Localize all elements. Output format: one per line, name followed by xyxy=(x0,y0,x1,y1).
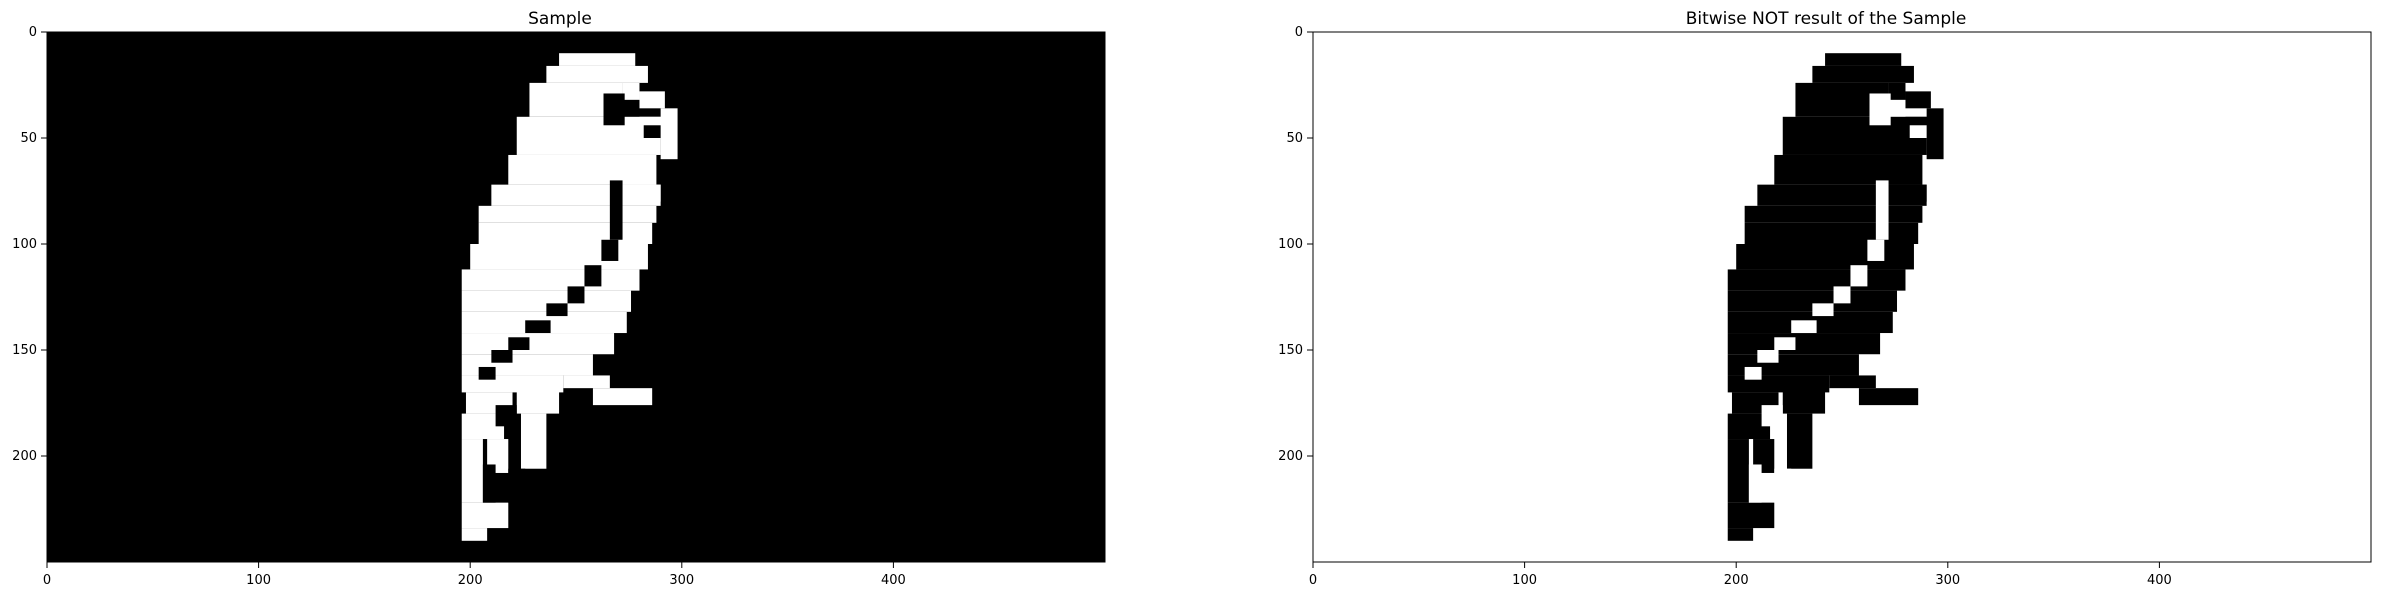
panel-sample xyxy=(12,9,1105,588)
bird-pixel-block xyxy=(1884,155,1901,172)
x-tick-label: 100 xyxy=(1512,573,1538,588)
bird-pixel-block xyxy=(618,185,660,202)
bird-pixel-hole xyxy=(508,469,525,503)
bird-pixel-block xyxy=(559,53,635,66)
bird-pixel-block xyxy=(1728,503,1775,528)
y-tick-label: 0 xyxy=(1294,25,1303,40)
bird-pixel-hole xyxy=(584,265,601,286)
bird-pixel-block xyxy=(639,91,664,108)
bird-pixel-block xyxy=(1812,66,1914,83)
x-tick-label: 400 xyxy=(2146,573,2172,588)
y-tick-label: 0 xyxy=(28,25,37,40)
y-tick-label: 50 xyxy=(20,131,37,146)
bird-pixel-hole xyxy=(1910,125,1927,138)
bird-pixel-hole xyxy=(1745,367,1762,380)
bird-pixel-block xyxy=(546,66,648,83)
bird-pixel-block xyxy=(1745,206,1923,223)
y-tick-label: 150 xyxy=(12,343,37,358)
bird-pixel-block xyxy=(1728,528,1753,541)
bird-pixel-block xyxy=(1745,223,1919,244)
bird-pixel-block xyxy=(517,388,559,413)
bird-pixel-block xyxy=(462,439,483,503)
panel-bitwise-not xyxy=(1278,9,2371,588)
y-tick-label: 150 xyxy=(1278,343,1303,358)
y-tick-label: 200 xyxy=(1278,449,1303,464)
bird-pixel-block xyxy=(1889,83,1906,100)
x-tick-label: 300 xyxy=(669,573,695,588)
bird-pixel-block xyxy=(1736,244,1914,269)
bird-pixel-block xyxy=(479,206,657,223)
x-tick-label: 100 xyxy=(246,573,272,588)
bird-pixel-hole xyxy=(496,405,517,426)
bird-pixel-block xyxy=(1728,333,1880,354)
x-tick-label: 0 xyxy=(1308,573,1318,588)
bird-pixel-block xyxy=(593,388,652,405)
bird-pixel-block xyxy=(1783,388,1825,413)
bird-pixel-hole xyxy=(1762,405,1783,426)
bird-pixel-block xyxy=(1905,91,1930,108)
x-tick-label: 200 xyxy=(457,573,483,588)
bird-pixel-hole xyxy=(1774,469,1791,503)
bird-pixel-hole xyxy=(568,286,585,303)
bird-pixel-hole xyxy=(1870,93,1891,125)
bird-pixel-hole xyxy=(491,350,512,363)
bird-pixel-block xyxy=(1783,117,1927,155)
bird-pixel-hole xyxy=(604,93,625,125)
bird-pixel-block xyxy=(470,244,648,269)
bird-pixel-hole xyxy=(1757,350,1778,363)
bird-pixel-block xyxy=(1825,53,1901,66)
x-tick-label: 400 xyxy=(880,573,906,588)
bird-pixel-block xyxy=(1829,375,1876,388)
bird-pixel-block xyxy=(521,414,546,469)
bird-pixel-hole xyxy=(525,320,550,333)
bird-pixel-block xyxy=(1859,388,1918,405)
bird-pixel-hole xyxy=(1791,320,1816,333)
bird-pixel-block xyxy=(462,333,614,354)
bird-pixel-block xyxy=(1728,269,1906,290)
bird-pixel-block xyxy=(623,83,640,100)
bird-pixel-hole xyxy=(601,240,618,261)
bird-pixel-hole xyxy=(479,367,496,380)
bird-pixel-hole xyxy=(1834,286,1851,303)
y-tick-label: 100 xyxy=(1278,237,1303,252)
panel-title-bitwise-not: Bitwise NOT result of the Sample xyxy=(1685,9,1967,29)
bird-pixel-block xyxy=(1787,414,1812,469)
bird-pixel-block xyxy=(1884,185,1926,202)
bird-pixel-hole xyxy=(1749,464,1762,502)
bird-pixel-block xyxy=(517,117,661,155)
bird-pixel-hole xyxy=(546,303,567,316)
bird-pixel-block xyxy=(462,503,509,528)
bird-pixel-block xyxy=(462,269,640,290)
x-tick-label: 0 xyxy=(42,573,52,588)
bird-pixel-hole xyxy=(644,125,661,138)
bird-pixel-hole xyxy=(508,337,529,350)
bird-pixel-block xyxy=(1728,439,1749,503)
bird-pixel-hole xyxy=(610,180,623,239)
bird-pixel-hole xyxy=(1850,265,1867,286)
panel-title-sample: Sample xyxy=(528,9,592,29)
bird-pixel-hole xyxy=(1867,240,1884,261)
bird-pixel-hole xyxy=(483,464,496,502)
y-tick-label: 200 xyxy=(12,449,37,464)
bird-pixel-block xyxy=(563,375,610,388)
x-tick-label: 200 xyxy=(1723,573,1749,588)
x-tick-label: 300 xyxy=(1935,573,1961,588)
bird-pixel-hole xyxy=(1774,337,1795,350)
bird-pixel-block xyxy=(479,223,653,244)
bird-pixel-block xyxy=(618,155,635,172)
bird-pixel-hole xyxy=(1812,303,1833,316)
bird-pixel-hole xyxy=(1876,180,1889,239)
y-tick-label: 50 xyxy=(1286,131,1303,146)
bird-pixel-block xyxy=(462,528,487,541)
y-tick-label: 100 xyxy=(12,237,37,252)
